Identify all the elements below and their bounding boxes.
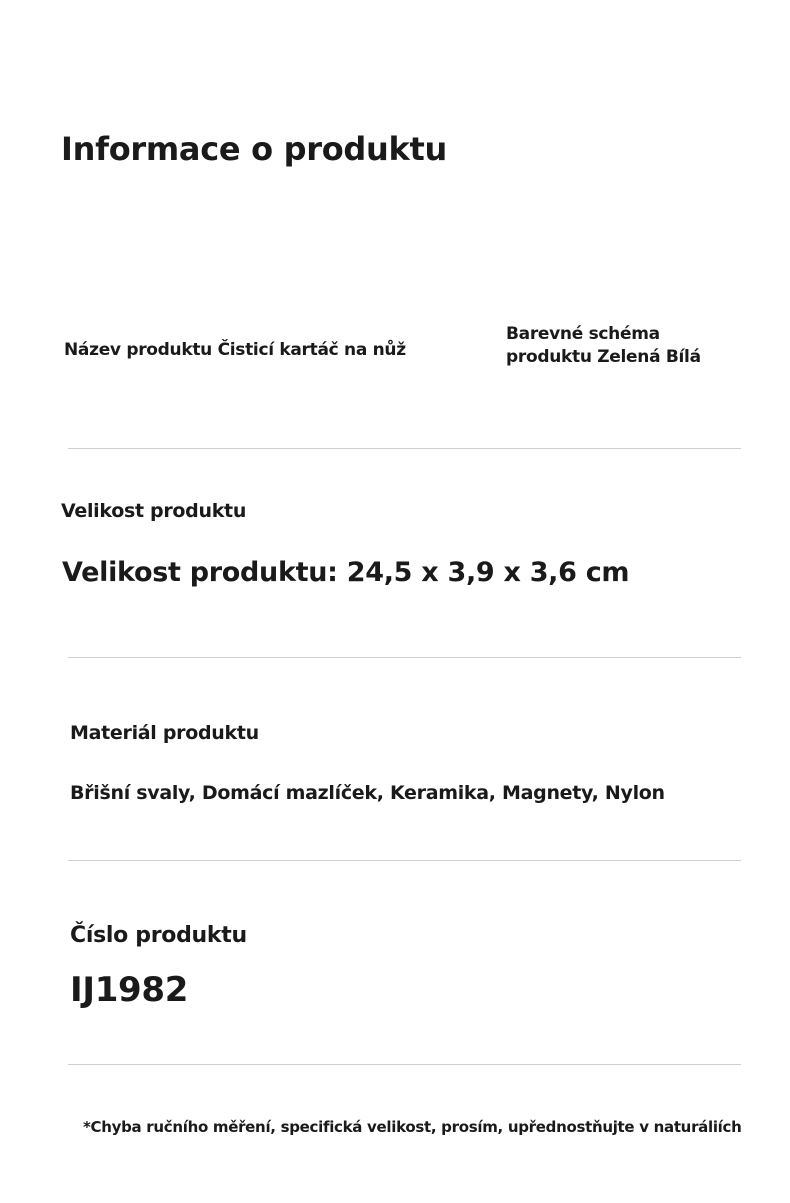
product-name: Název produktu Čisticí kartáč na nůž — [64, 340, 406, 360]
material-value: Břišní svaly, Domácí mazlíček, Keramika, Magnety, Nylon — [70, 782, 665, 804]
divider — [68, 657, 741, 658]
color-scheme-line1: Barevné schéma — [506, 324, 660, 344]
number-value: IJ1982 — [70, 970, 189, 1010]
material-heading: Materiál produktu — [70, 722, 259, 744]
size-value: Velikost produktu: 24,5 x 3,9 x 3,6 cm — [62, 557, 630, 588]
divider — [68, 448, 741, 449]
number-heading: Číslo produktu — [70, 923, 247, 948]
color-scheme-line2: produktu Zelená Bílá — [506, 347, 701, 367]
color-scheme — [506, 323, 701, 369]
divider — [68, 1064, 741, 1065]
page-title: Informace o produktu — [61, 130, 447, 168]
size-heading: Velikost produktu — [61, 500, 247, 522]
footnote: *Chyba ručního měření, specifická velikost, prosím, upřednostňujte v naturáliích — [83, 1118, 742, 1136]
divider — [68, 860, 741, 861]
